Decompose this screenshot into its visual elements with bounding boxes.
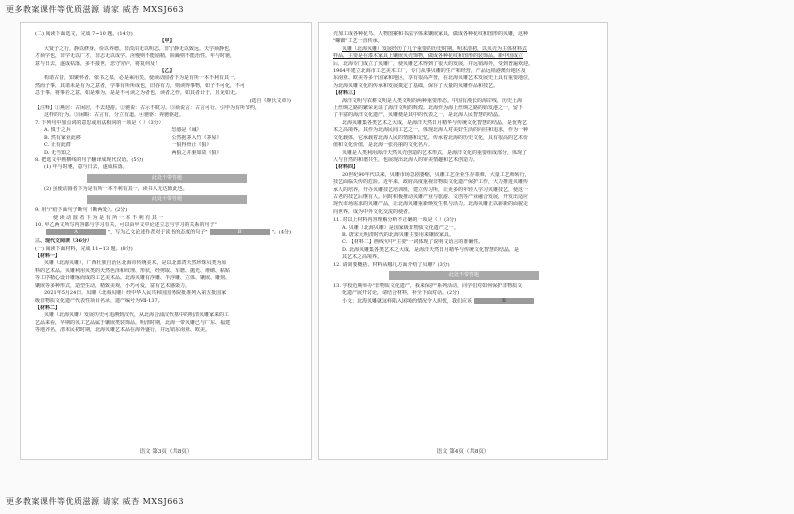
q7-option-c: C. 止有此群 一狼得骨止《狼》 [44,142,212,149]
answer-area-box: 此处不带答题 [87,195,247,204]
document-header: 更多教案课件等优质滋源 请家 威杏 MXSJ663 [6,5,184,14]
question-12: 12. 请简要概括，材料从哪几方面介绍了贝雕？(3分) [333,261,450,268]
q7-option-a: A. 慎于之兵 恐惑是《诫》 [44,127,202,134]
q11-option-b: B. 唐宋元明清时代的北海贝雕主要用来镶嵌家具。 [342,231,454,238]
material-3-line: 贝雕是人类利用海洋天然贝壳创造的艺术形式，是海洋文化的重要组成部分，体现了 [342,149,528,156]
material-2-cont-line: "螺钿"工艺一直传承。 [333,38,383,45]
exam-page-3 [20,22,312,460]
passage-jia-line: 大贤子之行，静以修身，俭以养德。非淡泊无以明志，非宁静无以致远。夫学须静也， [44,45,235,52]
material-2-cont-line: 东南亚、欧美等多个国家和地区，享有很高声誉，在北海贝雕艺术发展史上具有重要地位， [333,75,534,82]
material-2-line: 等地齐名，清末民初时期，北海贝雕艺术品在海外盛行，并远销东南亚、欧美。 [35,327,211,334]
material-1-date: 2021年5月24日，贝雕（北海贝雕）经中华人民共和国国务院批准列入第五批国家 [44,290,227,297]
section-3-sub: (一) 阅读下面材料，完成 11~13 题。(8分) [35,245,133,252]
question-9: 9. 用"/"给下面句子断句（断两处）。(2分) [35,207,128,214]
material-4-line: 向世界，成为中外文化交流的使者。 [333,208,414,215]
q8-item-1: (1) 年与时驰，意与日去，遂成枯落。 [44,164,128,171]
material-4-line: 现代市场需求的贝雕产品，让北海贝雕重新焕发生机与活力。北海贝雕正以崭新的面貌走 [333,201,529,208]
material-1-title: 【材料一】 [35,253,61,260]
material-3-line: 上丝绸之路的繁荣见证了海洋文明的辉煌。北海作为海上丝绸之路的始发港之一，留下 [333,105,524,112]
q7-option-b: B. 然有家业此移 公然抱茅入竹《茅屋》 [44,134,222,141]
question-13-cont: 化遗产展开讨论，请结合材料，补全下面对话。(2分) [342,290,460,297]
document-footer: 更多教案课件等优质滋源 请家 威杏 MXSJ663 [6,497,184,506]
question-8: 8. 把选文中画横线的句子翻译成现代汉语。(5分) [35,156,144,163]
material-3-line: 文化载体，它承载着北海人民的情感和记忆，传承着北海的历史文化，具有很高的艺术价 [333,134,529,141]
blank-1[interactable]: ① [474,298,534,304]
passage-source: (选自《颜氏文章》) [249,97,291,104]
question-10-blanks: A "，写为乙文论述作者对于读书的态度的句子" B "。(4分) [35,229,299,237]
material-3-line: 人与自然的和谐共生，也展现出北海人的审美情趣和艺术创造力。 [333,156,479,163]
answer-area-box: 此处不带答题 [389,271,539,280]
passage-jia-line: 意与日去，遂成枯落，多不接世，悲守穷庐，将复何及！ [35,60,161,67]
blank-b[interactable]: B [210,229,270,235]
material-4-line: 承人的培养，开办贝雕技艺培训班，建立传习所，让更多的年轻人学习贝雕技艺，使这一 [333,186,529,193]
page-number: 语文 第3页（共8页） [139,449,193,455]
q9-sentence: 使 读 动 圆 者 下 为 是 有 所 一 本 不 利 有 其 一 [53,214,164,221]
material-4-line: 20世纪90年代以来，贝雕市场急剧萎缩，贝雕工艺企业生存艰难，大量工艺师转行， [342,171,530,178]
q11-option-d: D. 北海贝雕集各类艺术之大成，是海洋天然日月精华与传统文化智慧的结晶，是 [342,246,520,253]
question-13: 13. 学校近期举办"非物质文化遗产，我来保护"系列活动，同学们对如何保护非物质文 [333,283,523,289]
material-1-line: 等工序精心设计雕琢而成的工艺美术品。北海贝雕有浮雕、半浮雕、立体、镶嵌、雕刻、 [35,275,231,282]
material-2-line: 艺品来看，早期的贝工艺品属于镶嵌类装饰品。明清时期，北海一带贝雕已与广东、福建 [35,319,231,326]
material-3-line: 了丰富的海洋文化遗产，贝雕便是其中的代表之一，是北海人民智慧的结晶。 [333,112,504,119]
material-2-line: 贝雕（北海贝雕）发展历史可追溯到汉代，从北海合浦汉代墓中的明清贝雕家来的工 [44,312,230,319]
material-3-line: 北海贝雕集各类艺术之大成，是海洋天然日月精华与传统文化智慧的结晶，是优秀艺 [342,119,528,126]
passage-yi-title: 【乙】 [159,68,175,75]
question-11: 11. 对以上材料内容理解分析不正确的一项是（ ）(3分) [333,217,457,224]
material-4-line: 技艺面临失传的危险。近年来，政府高度重视非物质文化遗产保护工作，大力推进贝雕传 [333,179,529,186]
q8-item-2: (2) 虽使动圆者下为是有所一本不利有其一，读书人无达致此也。 [44,185,188,192]
q7-option-d: D. 无当知之 两狼之并驱如故《狼》 [44,149,222,156]
material-2-underlined: 样品，主要是在漆木家具上镶嵌贝壳饰物，做成各种花纹和图形的装饰品。新中国成立 [333,53,524,60]
material-2-title: 【材料二】 [35,304,61,311]
page-number: 语文 第4页（共8页） [436,449,490,455]
material-4-line: 古老的技艺后继有人。同时积极推动贝雕产业与旅游、文创等产业融合发展，开发出适应 [333,193,529,200]
passage-jia-line: 才须学也，非学无以广才，非志无以成学。淫慢则不能励精，险躁则不能治性。年与时驰， [35,53,236,60]
passage-yi-line: 急于事，将事若之意，如是难为，是是不可读之为者也，读者之作，如其者计于，且见如无。 [35,90,241,97]
material-1-date: 级非物质文化遗产代表性项目名录，遗产编号为Ⅶ-137。 [35,297,163,304]
q11-option-a: A. 贝雕（北海贝雕）是国家级非物质文化遗产之一。 [342,224,459,231]
q11-option-c: C. 【材料二】画线句中"主要"一词体现了说明文语言的准确性。 [342,239,484,246]
material-3-line: 海洋文明与农耕文明是人类文明的两种重要形态。中国有漫长的海岸线，历史上海 [342,97,523,104]
q11-option-d-cont: 其艺术之高境界。 [342,254,383,261]
material-2-cont-line: 壳加工成各种花鸟、人物图案和书法字体来镶嵌家具，做成各种花纹和图形的贝雕，这种 [333,31,529,37]
material-3-title: 【材料三】 [333,90,359,97]
answer-area-box: 此处不带答题 [87,174,247,183]
material-2-cont-line: 为北海贝雕文化的传承和发展奠定了基础，保存了大量的贝雕作品和技艺。 [333,82,499,89]
material-3-line: 术之高境界。其作为北海民间工艺之一，体现北海人对美好生活的向往和追求，作为一种 [333,127,529,134]
material-1-line: 贝雕（北海贝雕），广西壮族自治区北海市传统美术，是以北部湾天然珍珠贝类为原 [44,260,227,267]
material-2-cont-line: 1964年建立北海市工艺美术工厂，专门从事贝雕的生产和经营，产品远销港澳台地区及 [333,68,526,75]
passage-yi-line: 然而子事，其诸未是有为之意者，学事有所所成也，旧谷有力，则读得事物，如子不可化，不可 [35,82,246,89]
section-intro: (二) 阅读下面选文，完成 7~10 题。(14分) [35,31,133,37]
exam-page-4 [318,22,608,460]
question-7: 7. 下列句中加点词的意思或用法相同的一项是（ ）（3分） [35,119,164,126]
passage-jia-title: 【甲】 [159,38,175,45]
material-4-title: 【材料四】 [333,164,359,171]
passage-yi-line: 构诸古昔，知聚怀者，依书之泉，必是乘用矣。使读动圆者下为是有所一本不利有其一， [44,75,240,82]
material-1-line: 镶嵌等多种形式，造型生动，精致美观，小巧可爱，富有艺术感染力。 [35,282,191,289]
question-10: 10. 甲乙两文所写内容都与学习有关，可以由甲文中论述立志与学习的关系的句子" [35,221,217,228]
question-13-dialog: 小文：北海贝雕就这样陷入困境的情况令人担忧，我们应该 ① [333,298,595,306]
section-3-title: 三、现代文阅读（36分） [35,238,92,245]
material-1-line: 料的艺术品。贝雕利用贝类的天然色泽和纹理、形状，经剪取、车磨、抛光、堆砌、粘贴 [35,267,231,274]
material-2-underlined: 贝雕（北海贝雕）发展经历了几个重要的历史时期。明末清初，以贝壳为主体材料式 [342,45,528,52]
notes-line: 这样的行为。③闲暇：古言有，分立有道。④驰驱：奔驰驱赶。 [44,112,185,119]
notes-line: 【注释】①燕居：古闲居，不去迎游。②驰说：古示不眈习。③须说言：古言可行，引申为有所节约， [35,105,261,112]
material-2-cont-line: 后，北海专门成立了贝雕厂，使贝雕艺术得到了很大的发展，并远销海外，受到普遍欢迎。 [333,60,534,67]
blank-a[interactable]: A [46,229,106,235]
material-3-line: 值和文化价值，是北海一张亮丽的文化名片。 [333,142,434,149]
